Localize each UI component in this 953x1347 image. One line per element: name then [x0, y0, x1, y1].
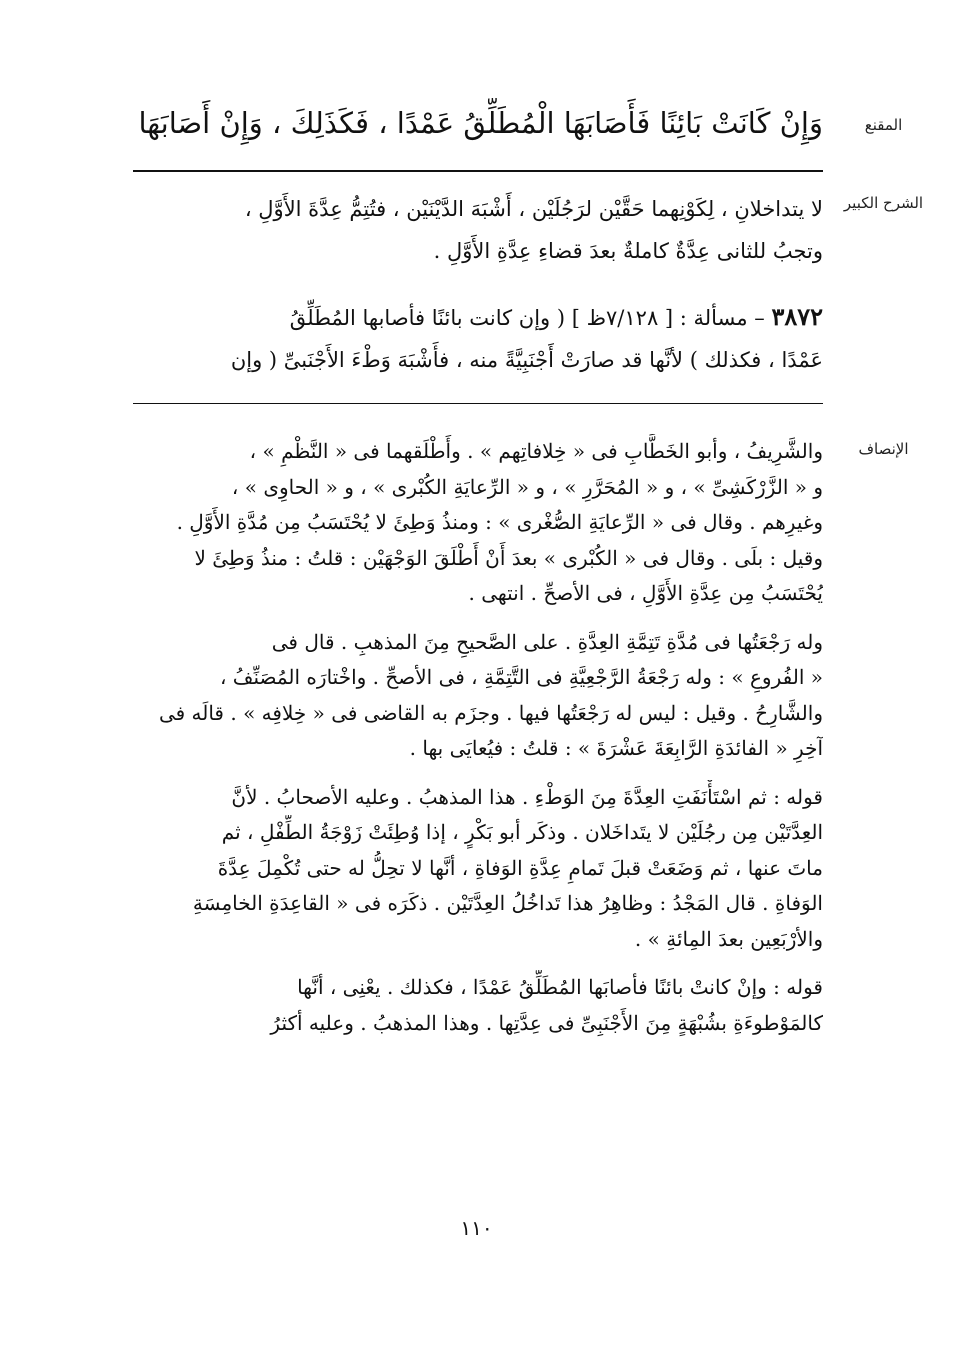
- insaf-line: « الفُروعِ » : وله رَجْعَةُ الرَّجْعِيَّةِ فى التَّتِمَّةِ ، فى الأصحِّ . واخْتارَه المُصَنِّفُ ،: [219, 665, 823, 689]
- insaf-text: [123, 434, 823, 1041]
- insaf-line: وله رَجْعَتُها فى مُدَّةِ تَتِمَّةِ العِدَّةِ . على الصَّحيحِ مِنَ المذهبِ . قال فى: [271, 629, 823, 654]
- insaf-paragraph: [123, 434, 823, 612]
- spacer: [123, 272, 823, 296]
- insaf-line: آخِرِ « الفائدَةِ الرَّابِعَةَ عَشْرَةَ » : قلتُ : فيُعايَى بها .: [409, 736, 823, 760]
- page-number: ١١٠: [460, 1216, 493, 1240]
- insaf-line: والشَّرِيفُ ، وأبو الخَطَّابِ فى « خِلافاتِهم » . وأَطْلَقهما فى « النَّظْمِ » ،: [249, 439, 823, 463]
- spacer: [123, 767, 823, 780]
- spacer: [123, 957, 823, 970]
- masala-text: – مسألة : [ ٧/١٢٨ظ ] ( وإن كانت بائنًا فأصابها المُطَلِّقُ: [289, 306, 765, 330]
- masala-number: ٣٨٧٢: [771, 302, 823, 331]
- insaf-line: وغيرِهم . وقال فى « الرِّعايَةِ الصُّغْرى » : ومنذُ وَطِئَ لا يُحْتَسَبُ مِن مُدَّةِ الأَوَّلِ .: [176, 510, 823, 534]
- section-divider: [133, 170, 823, 172]
- muqni-label: المقنع: [864, 116, 903, 134]
- muqni-text: [123, 98, 823, 148]
- masala-line: عَمْدًا ، فكذلك ) لأنَّها قد صارَتْ أَجْنَبِيَّةً منه ، فأَشْبَهَ وَطْءَ الأَجْنَبىِّ ( وإن: [230, 348, 823, 372]
- section-divider: [133, 403, 823, 404]
- insaf-line: ماتَ عنها ، ثم وَضَعَتْ قبلَ تَمامِ عِدَّةِ الوَفاةِ ، أنَّها لا تحِلُّ له حتى تُكْمِلَ عِدَّةَ: [217, 855, 823, 880]
- insaf-line: وقيل : بلَى . وقال فى « الكُبْرى » بعدَ أَنْ أَطْلَقَ الوَجْهَيْن : قلتُ : منذُ وَطِئَ لا: [194, 545, 823, 570]
- sharh-line: لا يتداخلانِ ، لِكَوْنِهما حَقَّيْن لرَجُلَيْن ، أَشْبَهَ الدَّيْنَيْن ، فتُتِمُّ عِدَّةَ الأَوَّلِ ،: [244, 197, 823, 221]
- insaf-paragraph: [123, 970, 823, 1041]
- insaf-line: قوله : وإنْ كانتْ بائنًا فأصابَها المُطَلِّقُ عَمْدًا ، فكذلك . يعْنِى ، أنَّها: [297, 975, 823, 999]
- insaf-line: يُحْتَسَبُ مِن عِدَّةِ الأَوَّلِ ، فى الأصحِّ . انتهى .: [468, 581, 823, 605]
- muqni-line: وَإِنْ كَانَتْ بَائِنًا فَأَصَابَهَا الْمُطَلِّقُ عَمْدًا ، فَكَذَلِكَ ، وَإِنْ أَصَابَهَا: [138, 106, 823, 140]
- insaf-line: قوله : ثم اسْتَأْنَفَتِ العِدَّةَ مِنَ الوَطْءِ . هذا المذهبُ . وعليه الأصحابُ . لأنَّ: [231, 784, 823, 809]
- muqni-section: [0, 92, 953, 162]
- insaf-section: [0, 428, 953, 1228]
- insaf-line: والشَّارِحُ . وقيل : ليس له رَجْعَتُها فيها . وجزَم به القاضى فى « خِلافِه » . قالَه فى: [158, 700, 823, 725]
- insaf-line: كالمَوْطوءَةِ بشُبْهَةٍ مِنَ الأَجْنَبِىِّ فى عِدَّتِها . وهذا المذهبُ . وعليه أكثرُ: [270, 1010, 823, 1035]
- insaf-line: الوَفاةِ . قال المَجْدُ : وظاهِرُ هذا تَداخُلُ العِدَّتَيْن . ذكَرَه فى « القاعِدَةِ الخامِسَةِ: [192, 891, 823, 915]
- insaf-line: والأرْبَعِين بعدَ المِائةِ » .: [634, 926, 823, 951]
- insaf-line: العِدَّتَيْن مِن رجُلَيْن لا يتَداخَلان . وذكَر أبو بَكْرٍ ، إذا وُطِئَتْ زَوْجَةُ الطِّفْلِ ، ثم: [221, 820, 823, 844]
- spacer: [123, 612, 823, 625]
- sharh-line: وتجبُ للثانى عِدَّةٌ كاملةٌ بعدَ قضاءِ عِدَّةِ الأَوَّلِ .: [433, 239, 823, 263]
- masala-line: [123, 296, 823, 339]
- sharh-label: الشرح الكبير: [843, 194, 924, 212]
- insaf-line: و « الزَّرْكَشِىِّ » ، و « المُحَرَّرِ » ، و « الرِّعايَةِ الكُبْرى » ، و « الحاوِى » ،: [231, 474, 823, 499]
- sharh-text: [123, 188, 823, 381]
- insaf-label: الإنصاف: [858, 440, 909, 458]
- insaf-paragraph: [123, 780, 823, 958]
- insaf-paragraph: [123, 625, 823, 767]
- sharh-section: [0, 180, 953, 400]
